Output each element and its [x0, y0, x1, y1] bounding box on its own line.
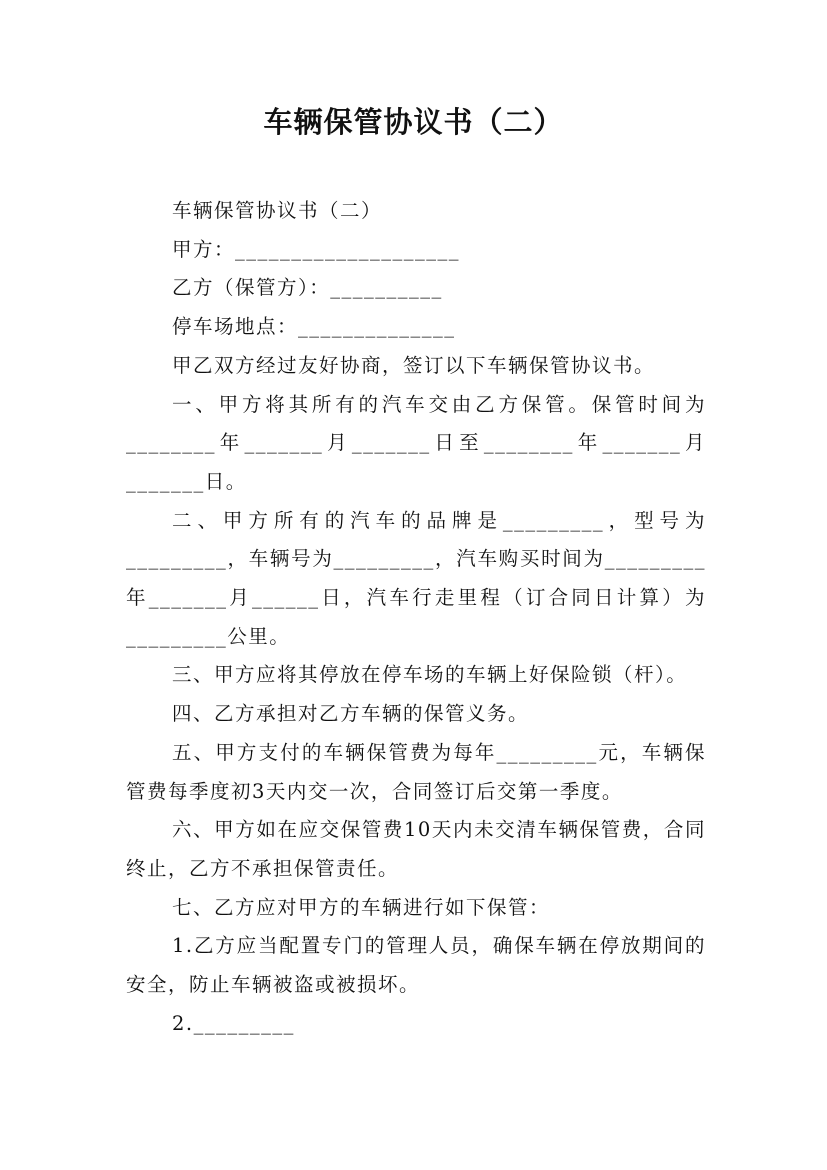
paragraph-parking-location: 停车场地点：______________: [172, 315, 456, 339]
document-body: [126, 192, 706, 1043]
paragraph-intro: 甲乙双方经过友好协商，签订以下车辆保管协议书。: [172, 353, 656, 377]
clause-5: 五、甲方支付的车辆保管费为每年_________元，车辆保管费每季度初3天内交一次，合同签订后交第一季度。: [126, 740, 706, 803]
clause-2: 二、甲方所有的汽车的品牌是_________，型号为_________，车辆号为_________，汽车购买时间为_________年_______月______日，汽车行走里程（订合同日计算）为_________公里。: [126, 508, 706, 648]
clause-7: 七、乙方应对甲方的车辆进行如下保管：: [172, 895, 551, 919]
document-title: 车辆保管协议书（二）: [263, 105, 564, 139]
clause-7-item-1: 1.乙方应当配置专门的管理人员，确保车辆在停放期间的安全，防止车辆被盗或被损坏。: [126, 934, 706, 997]
paragraph-subtitle: 车辆保管协议书（二）: [172, 199, 383, 222]
clause-4: 四、乙方承担对乙方车辆的保管义务。: [172, 702, 530, 726]
clause-7-item-2: 2._________: [172, 1011, 295, 1035]
clause-6: 六、甲方如在应交保管费10天内未交清车辆保管费，合同终止，乙方不承担保管责任。: [126, 818, 706, 880]
clause-1: 一、甲方将其所有的汽车交由乙方保管。保管时间为________年_______月_______日至________年_______月_______日。: [126, 392, 706, 493]
clause-3: 三、甲方应将其停放在停车场的车辆上好保险锁（杆）。: [172, 663, 688, 687]
paragraph-party-b: 乙方（保管方）：__________: [172, 276, 443, 300]
paragraph-party-a: 甲方：____________________: [172, 237, 461, 261]
